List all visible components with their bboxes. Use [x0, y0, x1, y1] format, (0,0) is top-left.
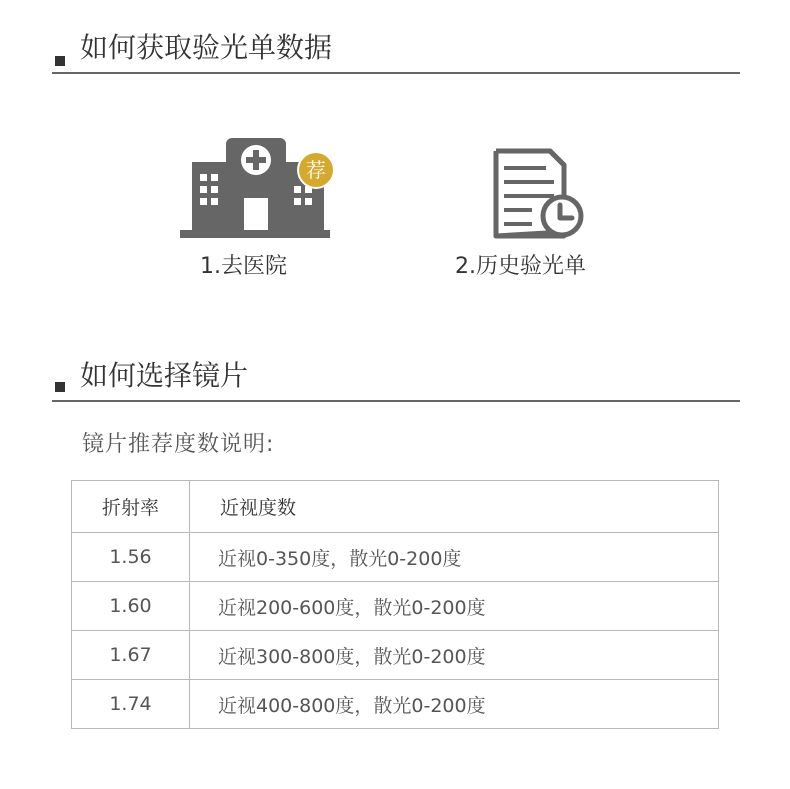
section-header-choose-lens: [52, 356, 740, 402]
power-range-cell: 近视0-350度，散光0-200度: [190, 533, 719, 582]
lens-description: 镜片推荐度数说明:: [82, 432, 275, 457]
section-title: 如何选择镜片: [80, 359, 249, 392]
table-row: [72, 582, 719, 631]
table-row: [72, 533, 719, 582]
refractive-index-cell: 1.74: [72, 680, 190, 729]
section-header-get-prescription: [52, 28, 740, 74]
recommend-badge: 荐: [306, 158, 326, 182]
lens-recommendation-table: [71, 480, 719, 729]
refractive-index-cell: 1.56: [72, 533, 190, 582]
table-header-row: [72, 481, 719, 533]
step-history-prescription: [450, 148, 620, 284]
column-header-refractive-index: 折射率: [72, 481, 190, 533]
section-title: 如何获取验光单数据: [80, 31, 333, 64]
refractive-index-cell: 1.60: [72, 582, 190, 631]
column-header-myopia-power: 近视度数: [190, 481, 719, 533]
step-label: 2.历史验光单: [455, 254, 586, 279]
step-go-to-hospital: [176, 134, 336, 284]
power-range-cell: 近视300-800度，散光0-200度: [190, 631, 719, 680]
table-row: [72, 680, 719, 729]
hospital-icon: [176, 134, 336, 244]
document-clock-icon: [490, 148, 590, 243]
section-bullet: [55, 56, 65, 66]
power-range-cell: 近视400-800度，散光0-200度: [190, 680, 719, 729]
section-bullet: [55, 382, 65, 392]
power-range-cell: 近视200-600度，散光0-200度: [190, 582, 719, 631]
refractive-index-cell: 1.67: [72, 631, 190, 680]
step-label: 1.去医院: [200, 254, 287, 279]
table-row: [72, 631, 719, 680]
